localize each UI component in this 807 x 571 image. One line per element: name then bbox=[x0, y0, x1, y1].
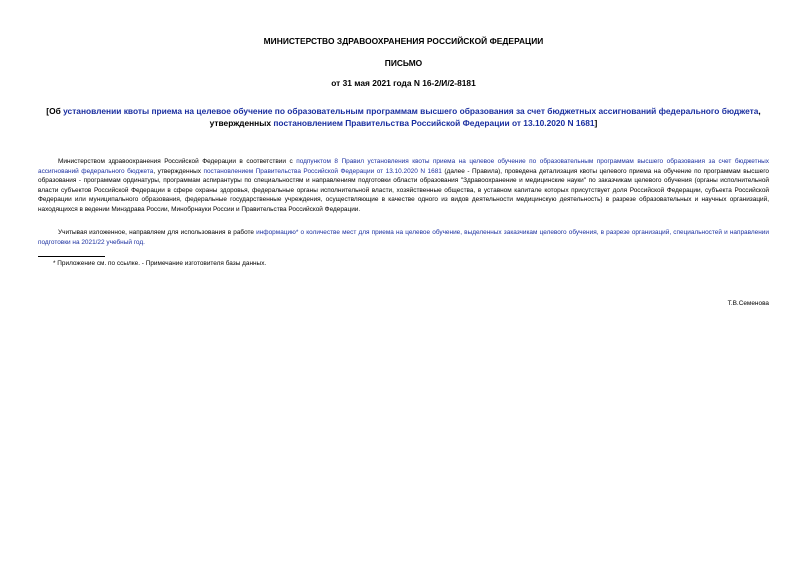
p1-text-middle: , утвержденных bbox=[153, 167, 204, 175]
document-title bbox=[38, 105, 769, 129]
ministry-name: МИНИСТЕРСТВО ЗДРАВООХРАНЕНИЯ РОССИЙСКОЙ ФЕДЕРАЦИИ bbox=[263, 36, 544, 46]
document-date-number: от 31 мая 2021 года N 16-2/И/2-8181 bbox=[331, 78, 476, 88]
title-link-quota-rules[interactable]: установлении квоты приема на целевое обучение по образовательным программам высшего образования за счет бюджетных ассигнований федерального бюджета bbox=[63, 106, 759, 116]
footnote-text: * Приложение см. по ссылке. - Примечание изготовителя базы данных. bbox=[53, 260, 267, 267]
p2-text-end: * о количестве мест для приема на целевое обучение, выделенных заказчикам целевого обучения, в разрезе организаций, специальностей и направлении подготовки на 2021/22 учебный год. bbox=[38, 229, 769, 246]
body-paragraph-1 bbox=[38, 157, 769, 214]
body-paragraph-2 bbox=[38, 228, 769, 247]
title-open-bracket: [Об bbox=[46, 106, 64, 116]
p2-text-start: Учитывая изложенное, направляем для использования в работе bbox=[58, 229, 257, 236]
title-link-decree[interactable]: постановлением Правительства Российской Федерации от 13.10.2020 N 1681 bbox=[273, 118, 595, 128]
title-close-bracket: ] bbox=[594, 118, 598, 128]
title-middle-text: , утвержденных bbox=[209, 106, 761, 128]
signature: Т.В.Семенова bbox=[727, 300, 769, 307]
p2-link-information[interactable]: информацию bbox=[256, 229, 296, 236]
p1-link-decree[interactable]: постановлением Правительства Российской Федерации от 13.10.2020 N 1681 bbox=[203, 167, 442, 175]
p1-link-subparagraph[interactable]: подпунктом 8 Правил установления квоты приема на целевое обучение по образовательным программам высшего образования за счет бюджетных ассигнований федерального бюджета bbox=[38, 158, 769, 175]
footnote-divider bbox=[38, 256, 105, 257]
document-type: ПИСЬМО bbox=[384, 58, 423, 68]
p1-text-start: Министерством здравоохранения Российской Федерации в соответствии с bbox=[58, 158, 297, 165]
p1-text-end: (далее - Правила), проведена детализация квоты целевого приема на обучение по программам высшего образования - программам ординатуры, программам аспирантуры по специальностям и направлениям подготовки области образования "Здравоохранение и медицинские науки" по заказчикам целевого обучения (органы исполнительной власти субъектов Российской Федерации в сфере охраны здоровья, федеральные органы исполнительной власти, хозяйственные общества, в уставном капитале которых присутствует доля Российской Федерации, субъекта Российской Федерации или муниципального образования, федеральные государственные учреждения, осуществляющие в качестве одного из видов деятельности медицинскую деятельность) в разрезе образовательных и научных организаций, находящихся в ведении Минздрава России, Минобрнауки России и Правительства Российской Федерации. bbox=[38, 167, 770, 213]
